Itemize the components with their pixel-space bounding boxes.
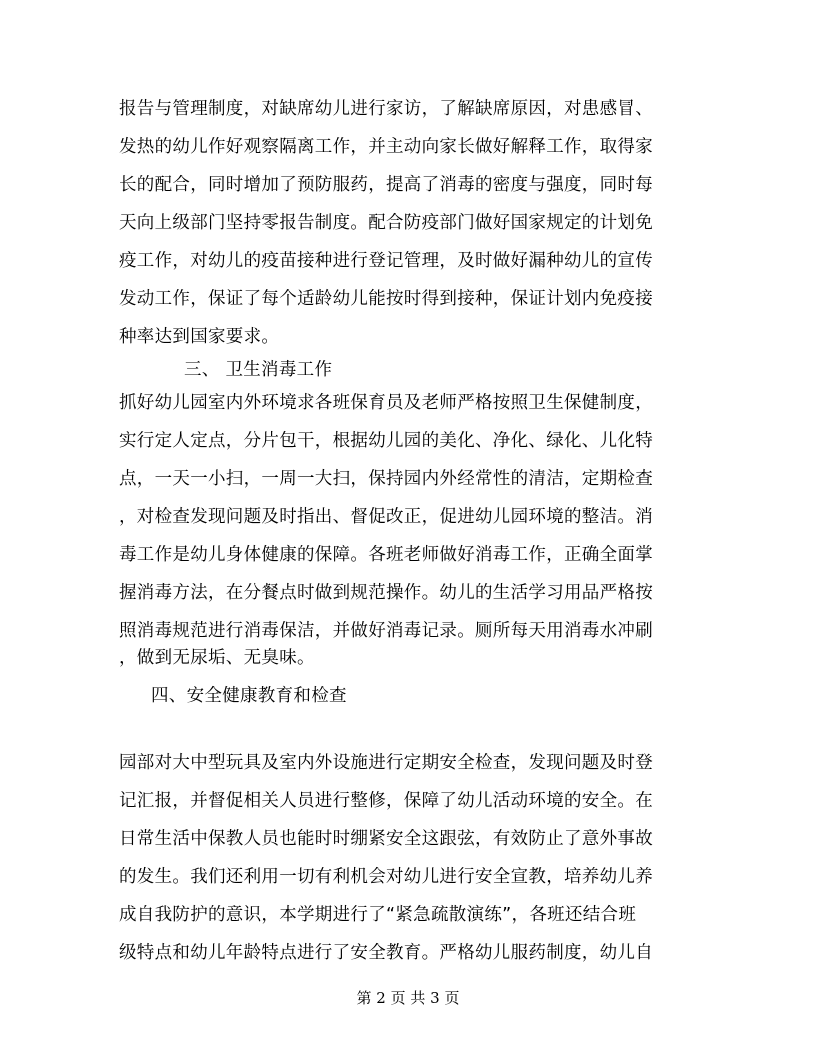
paragraph-line: 实行定人定点，分片包干，根据幼儿园的美化、净化、绿化、儿化特 xyxy=(119,431,653,451)
paragraph-line: 报告与管理制度，对缺席幼儿进行家访，了解缺席原因，对患感冒、 xyxy=(119,99,653,119)
section-heading-hygiene: 三、 卫生消毒工作 xyxy=(184,360,333,380)
paragraph-line: 种率达到国家要求。 xyxy=(119,327,280,347)
paragraph-line: 发动工作，保证了每个适龄幼儿能按时得到接种，保证计划内免疫接 xyxy=(119,289,653,309)
paragraph-line: 日常生活中保教人员也能时时绷紧安全这跟弦，有效防止了意外事故 xyxy=(119,829,653,849)
paragraph-line: 发热的幼儿作好观察隔离工作，并主动向家长做好解释工作，取得家 xyxy=(119,137,653,157)
section-heading-safety: 四、安全健康教育和检查 xyxy=(151,686,347,706)
paragraph-line: ，对检查发现问题及时指出、督促改正，促进幼儿园环境的整洁。消 xyxy=(119,507,653,527)
paragraph-line: 疫工作，对幼儿的疫苗接种进行登记管理，及时做好漏种幼儿的宣传 xyxy=(119,251,653,271)
paragraph-line: 级特点和幼儿年龄特点进行了安全教育。严格幼儿服药制度，幼儿自 xyxy=(119,943,653,963)
page-number-footer: 第 2 页 共 3 页 xyxy=(356,989,460,1007)
paragraph-line: 天向上级部门坚持零报告制度。配合防疫部门做好国家规定的计划免 xyxy=(119,213,653,233)
paragraph-line: 的发生。我们还利用一切有利机会对幼儿进行安全宣教，培养幼儿养 xyxy=(119,867,653,887)
paragraph-line: 抓好幼儿园室内外环境求各班保育员及老师严格按照卫生保健制度， xyxy=(119,393,653,413)
paragraph-line: 照消毒规范进行消毒保洁，并做好消毒记录。厕所每天用消毒水冲刷 xyxy=(119,621,653,641)
paragraph-line: 握消毒方法，在分餐点时做到规范操作。幼儿的生活学习用品严格按 xyxy=(119,583,653,603)
paragraph-line: 记汇报，并督促相关人员进行整修，保障了幼儿活动环境的安全。在 xyxy=(119,791,653,811)
paragraph-line: 毒工作是幼儿身体健康的保障。各班老师做好消毒工作，正确全面掌 xyxy=(119,545,653,565)
paragraph-line: 长的配合，同时增加了预防服药，提高了消毒的密度与强度，同时每 xyxy=(119,175,653,195)
paragraph-line: 成自我防护的意识，本学期进行了“紧急疏散演练”，各班还结合班 xyxy=(119,905,637,925)
paragraph-line: 点，一天一小扫，一周一大扫，保持园内外经常性的清洁，定期检查 xyxy=(119,469,653,489)
paragraph-line: 园部对大中型玩具及室内外设施进行定期安全检查，发现问题及时登 xyxy=(119,753,653,773)
paragraph-line: ，做到无尿垢、无臭味。 xyxy=(119,648,315,668)
